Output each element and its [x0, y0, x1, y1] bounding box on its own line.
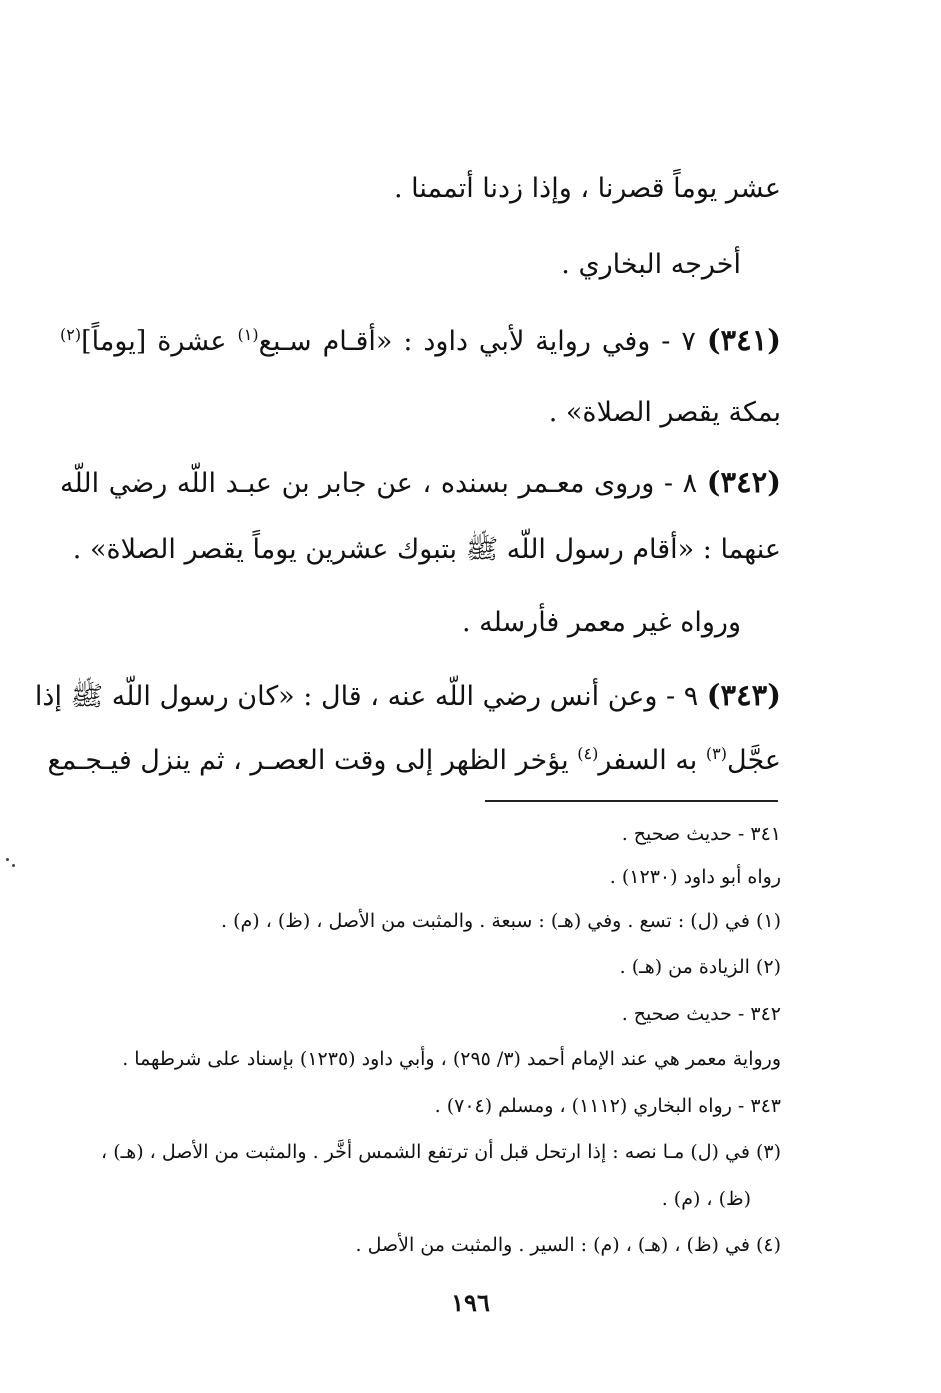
- footnote-8: (٣) في (ل) مـا نصه : إذا ارتحل قبل أن ترتفع الشمس أخَّر . والمثبت من الأصل ، (هـ) ،: [101, 1141, 781, 1163]
- footnote-5: ٣٤٢ - حديث صحيح .: [621, 1003, 781, 1025]
- hadith-number-342: (٣٤٢): [706, 465, 781, 499]
- body-line-9-text-a: عجَّل: [727, 745, 781, 776]
- body-line-5-text: ٨ - وروى معـمر بسنده ، عن جابر بن عبـد اللّه رضي اللّه: [60, 468, 707, 499]
- body-line-3: [60, 320, 781, 362]
- footnote-ref-4: (٤): [577, 744, 599, 763]
- page-number: ١٩٦: [451, 1288, 490, 1317]
- footnote-3: (١) في (ل) : تسع . وفي (هـ) : سبعة . والمثبت من الأصل ، (ظ) ، (م) .: [221, 910, 781, 932]
- body-line-6: عنهما : «أقام رسول اللّه ﷺ بتبوك عشرين يوماً يقصر الصلاة» .: [72, 534, 781, 565]
- body-line-2: أخرجه البخاري .: [561, 249, 741, 280]
- body-line-4: بمكة يقصر الصلاة» .: [548, 397, 781, 428]
- body-line-5: [60, 462, 781, 504]
- footnote-10: (٤) في (ظ) ، (هـ) ، (م) : السير . والمثبت من الأصل .: [355, 1234, 781, 1256]
- footnote-4: (٢) الزيادة من (هـ) .: [619, 956, 781, 978]
- footnote-2: رواه أبو داود (١٢٣٠) .: [609, 866, 781, 888]
- body-line-8: [34, 675, 781, 717]
- body-line-8-text: ٩ - وعن أنس رضي اللّه عنه ، قال : «كان رسول اللّه ﷺ إذا: [34, 681, 707, 712]
- body-line-9-text-c: يؤخر الظهر إلى وقت العصـر ، ثم ينزل فيـجـمع: [47, 745, 578, 776]
- footnote-9: (ظ) ، (م) .: [661, 1188, 751, 1210]
- body-line-9-text-b: به السفر: [598, 745, 706, 776]
- body-line-7: ورواه غير معمر فأرسله .: [461, 607, 741, 638]
- footnote-6: ورواية معمر هي عند الإمام أحمد (٣/ ٢٩٥) ، وأبي داود (١٢٣٥) بإسناد على شرطهما .: [122, 1048, 781, 1070]
- footnote-ref-1: (١): [237, 325, 259, 344]
- footnote-1: ٣٤١ - حديث صحيح .: [621, 823, 781, 845]
- footnote-ref-3: (٣): [705, 744, 727, 763]
- scan-speck: [12, 864, 15, 867]
- footnote-7: ٣٤٣ - رواه البخاري (١١١٢) ، ومسلم (٧٠٤) .: [434, 1095, 781, 1117]
- hadith-number-343: (٣٤٣): [706, 678, 781, 712]
- body-line-3-text-a: ٧ - وفي رواية لأبي داود : «أقـام سـبع: [258, 326, 707, 357]
- body-line-1: عشر يوماً قصرنا ، وإذا زدنا أتممنا .: [393, 173, 781, 204]
- scan-speck: [6, 858, 9, 861]
- footnote-separator: [485, 800, 778, 802]
- body-line-9: [47, 741, 781, 781]
- footnote-ref-2: (٢): [60, 325, 82, 344]
- hadith-number-341: (٣٤١): [706, 323, 782, 357]
- body-line-3-text-b: عشرة [يوماً]: [81, 326, 238, 357]
